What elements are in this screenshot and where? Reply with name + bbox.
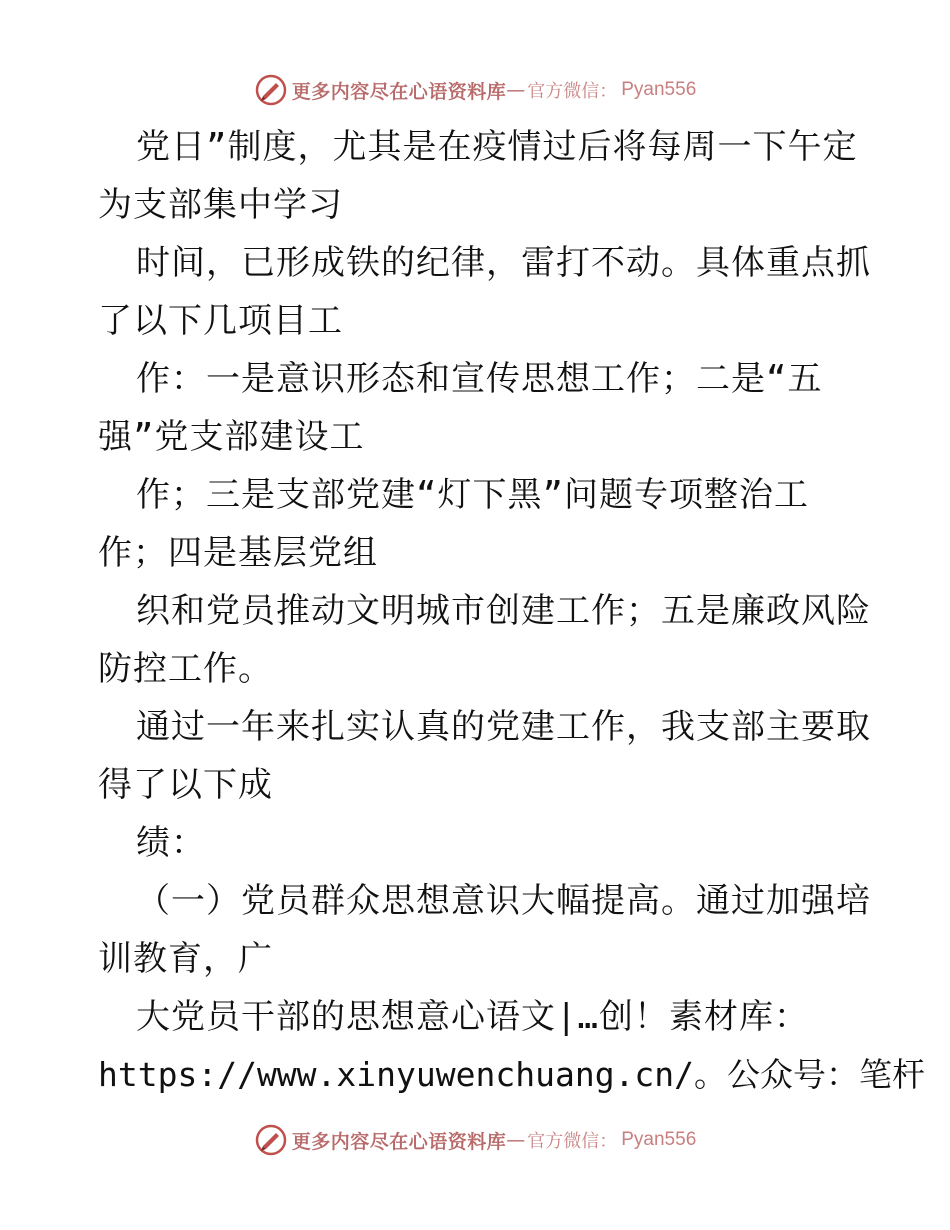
document-body xyxy=(98,118,926,1104)
pen-logo-icon xyxy=(254,1123,288,1157)
text-line: 训教育，广 xyxy=(98,939,273,979)
text-line: 得了以下成 xyxy=(98,765,273,805)
banner-text: 更多内容尽在心语资料库 xyxy=(291,80,507,103)
text-line: 强”党支部建设工 xyxy=(98,417,365,457)
text-line: 通过一年来扎实认真的党建工作，我支部主要取 xyxy=(136,707,871,747)
banner-separator: — xyxy=(506,1129,526,1151)
text-line: 党日”制度，尤其是在疫情过后将每周一下午定 xyxy=(136,127,858,167)
banner-wechat-id: Pyan556 xyxy=(621,79,697,100)
url-line: https://www.xinyuwenchuang.cn/。公众号：笔杆 xyxy=(98,1055,926,1094)
text-line: 大党员干部的思想意心语文|…创！素材库： xyxy=(136,997,809,1037)
banner-text: 更多内容尽在心语资料库 xyxy=(291,1130,507,1153)
text-line: （一）党员群众思想意识大幅提高。通过加强培 xyxy=(136,881,871,921)
footer-watermark-banner xyxy=(0,1120,950,1160)
text-line: 作；四是基层党组 xyxy=(98,533,378,573)
header-watermark-banner xyxy=(0,70,950,110)
text-line: 织和党员推动文明城市创建工作；五是廉政风险 xyxy=(136,591,871,631)
banner-wechat-label: 官方微信： xyxy=(527,81,618,102)
text-line: 时间，已形成铁的纪律，雷打不动。具体重点抓 xyxy=(136,243,871,283)
text-line: 作：一是意识形态和宣传思想工作；二是“五 xyxy=(136,359,823,399)
text-line: 防控工作。 xyxy=(98,649,273,689)
banner-wechat-label: 官方微信： xyxy=(527,1131,618,1152)
banner-separator: — xyxy=(506,79,526,101)
pen-logo-icon xyxy=(254,73,288,107)
text-line: 作；三是支部党建“灯下黑”问题专项整治工 xyxy=(136,475,809,515)
text-line: 绩： xyxy=(136,823,206,863)
text-line: 为支部集中学习 xyxy=(98,185,343,225)
text-line: 了以下几项目工 xyxy=(98,301,343,341)
banner-wechat-id: Pyan556 xyxy=(621,1129,697,1150)
